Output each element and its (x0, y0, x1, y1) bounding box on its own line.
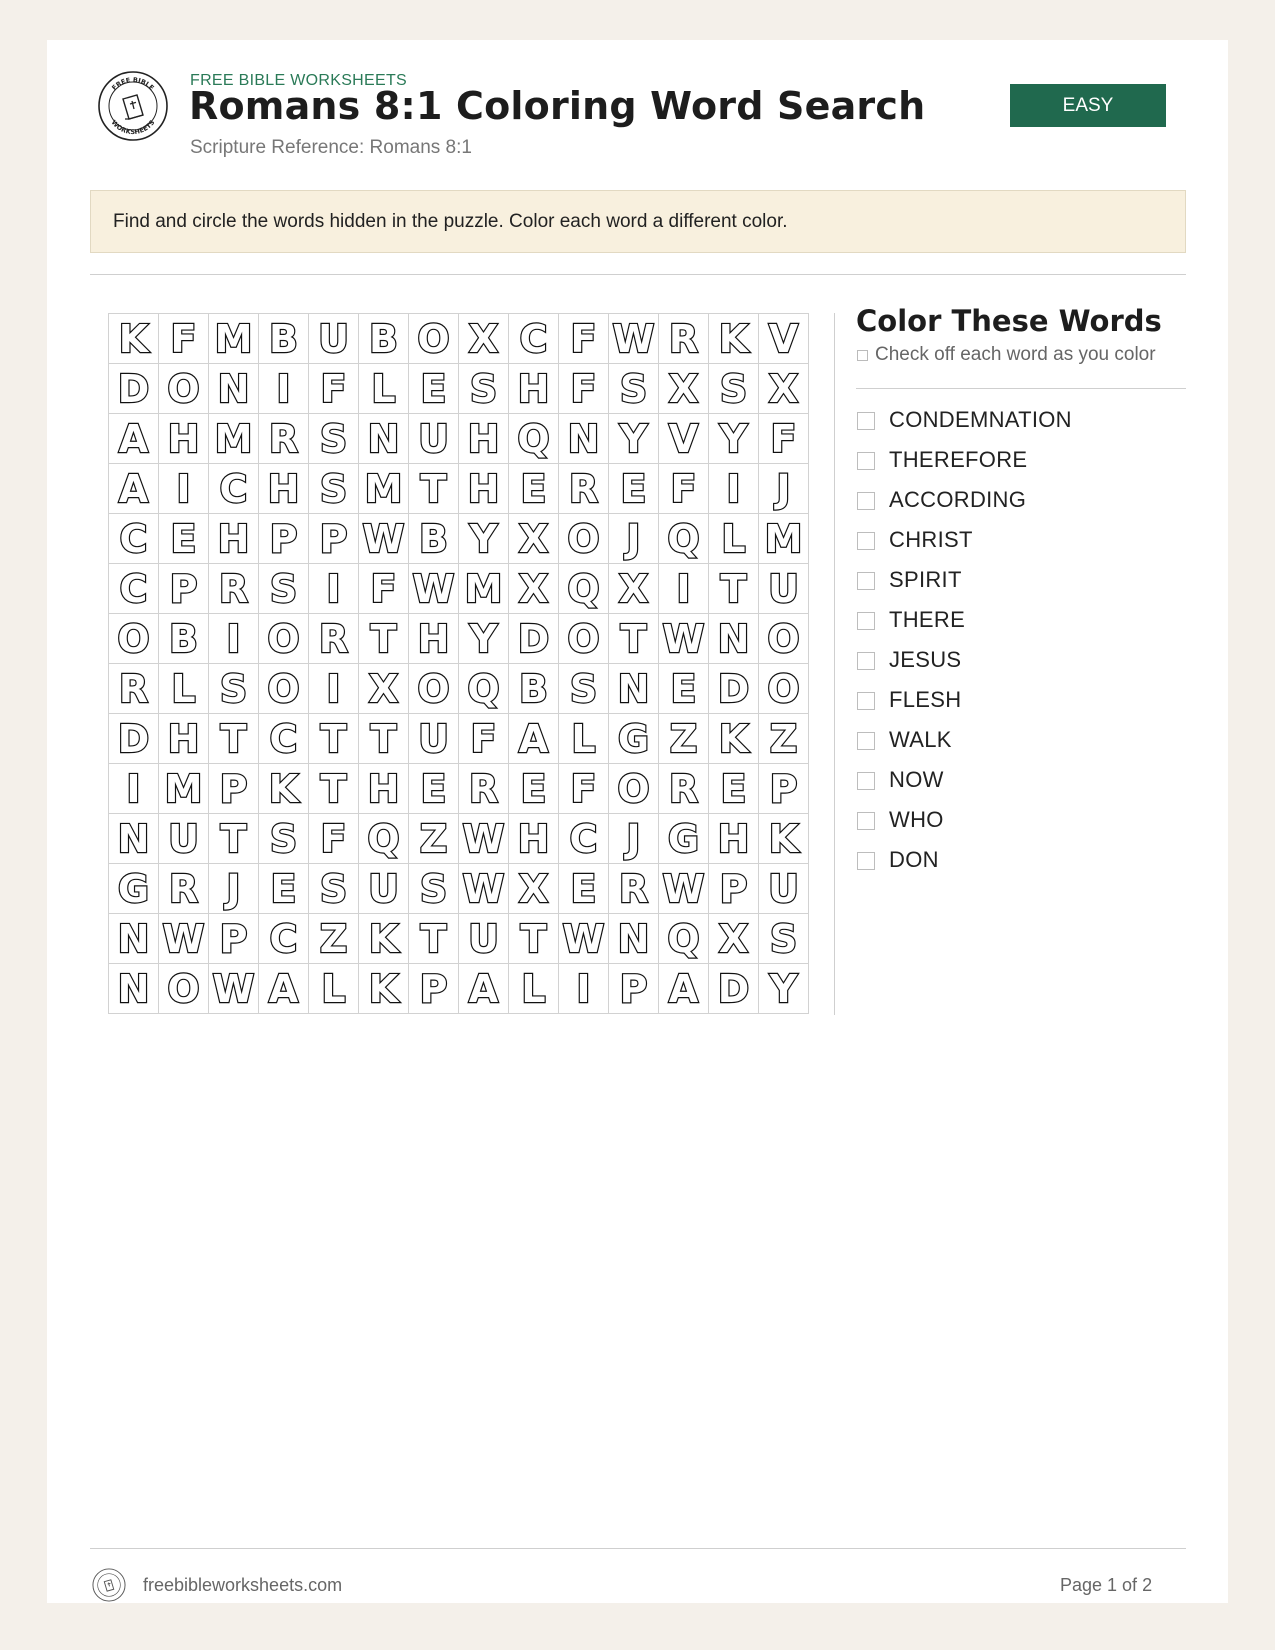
word-checkbox[interactable] (857, 612, 875, 630)
word-label: WALK (889, 727, 952, 752)
word-list-item[interactable] (857, 520, 1072, 560)
grid-cell[interactable]: R (609, 864, 659, 914)
grid-cell[interactable]: Q (559, 564, 609, 614)
grid-cell[interactable]: I (659, 564, 709, 614)
instructions-text: Find and circle the words hidden in the puzzle. Color each word a different color. (113, 210, 788, 232)
grid-cell[interactable]: W (359, 514, 409, 564)
grid-cell[interactable]: E (159, 514, 209, 564)
word-list-item[interactable] (857, 560, 1072, 600)
word-label: ACCORDING (889, 487, 1027, 512)
word-checkbox[interactable] (857, 652, 875, 670)
checkbox-icon (857, 350, 868, 361)
grid-cell[interactable]: E (509, 764, 559, 814)
grid-cell[interactable]: G (109, 864, 159, 914)
grid-cell[interactable]: X (759, 364, 809, 414)
grid-cell[interactable]: C (109, 514, 159, 564)
word-list-item[interactable] (857, 480, 1072, 520)
grid-cell[interactable]: Z (309, 914, 359, 964)
grid-cell[interactable]: R (459, 764, 509, 814)
grid-cell[interactable]: T (309, 714, 359, 764)
grid-cell[interactable]: U (409, 414, 459, 464)
grid-cell[interactable]: Q (459, 664, 509, 714)
grid-cell[interactable]: W (209, 964, 259, 1014)
grid-cell[interactable]: B (259, 314, 309, 364)
grid-cell[interactable]: S (309, 464, 359, 514)
grid-cell[interactable]: S (609, 364, 659, 414)
grid-cell[interactable]: L (509, 964, 559, 1014)
grid-cell[interactable]: T (409, 464, 459, 514)
grid-cell[interactable]: Y (459, 614, 509, 664)
grid-cell[interactable]: O (259, 614, 309, 664)
word-checkbox[interactable] (857, 572, 875, 590)
divider (856, 388, 1186, 389)
grid-cell[interactable]: L (359, 364, 409, 414)
word-checkbox[interactable] (857, 852, 875, 870)
grid-cell[interactable]: T (409, 914, 459, 964)
grid-cell[interactable]: K (759, 814, 809, 864)
grid-cell[interactable]: F (759, 414, 809, 464)
word-list-item[interactable] (857, 840, 1072, 880)
grid-cell[interactable]: Y (759, 964, 809, 1014)
grid-cell[interactable]: N (709, 614, 759, 664)
grid-cell[interactable]: I (559, 964, 609, 1014)
grid-cell[interactable]: J (609, 814, 659, 864)
grid-cell[interactable]: E (409, 764, 459, 814)
word-search-grid[interactable] (108, 313, 809, 1014)
grid-cell[interactable]: P (309, 514, 359, 564)
footer-site: freebibleworksheets.com (143, 1575, 343, 1595)
grid-cell[interactable]: R (259, 414, 309, 464)
grid-cell[interactable]: C (109, 564, 159, 614)
grid-cell[interactable]: G (609, 714, 659, 764)
word-label: SPIRIT (889, 567, 962, 592)
word-list-item[interactable] (857, 680, 1072, 720)
grid-cell[interactable]: R (659, 314, 709, 364)
grid-cell[interactable]: T (309, 764, 359, 814)
grid-cell[interactable]: Q (659, 914, 709, 964)
grid-cell[interactable]: W (659, 864, 709, 914)
grid-cell[interactable]: S (259, 814, 309, 864)
grid-cell[interactable]: V (659, 414, 709, 464)
grid-cell[interactable]: O (409, 314, 459, 364)
grid-cell[interactable]: O (559, 614, 609, 664)
footer-divider (90, 1548, 1186, 1549)
grid-cell[interactable]: S (309, 864, 359, 914)
page-number: Page 1 of 2 (1060, 1575, 1153, 1595)
grid-cell[interactable]: E (259, 864, 309, 914)
grid-cell[interactable]: Q (509, 414, 559, 464)
grid-cell[interactable]: R (109, 664, 159, 714)
logo-text-top: FREE BIBLE (110, 75, 156, 92)
grid-cell[interactable]: W (459, 864, 509, 914)
grid-cell[interactable]: F (359, 564, 409, 614)
grid-cell[interactable]: N (609, 914, 659, 964)
grid-cell[interactable]: X (709, 914, 759, 964)
word-label: DON (889, 847, 939, 872)
grid-cell[interactable]: U (309, 314, 359, 364)
grid-cell[interactable]: T (509, 914, 559, 964)
grid-cell[interactable]: F (309, 364, 359, 414)
grid-cell[interactable]: S (209, 664, 259, 714)
grid-cell[interactable]: T (209, 714, 259, 764)
grid-cell[interactable]: D (109, 364, 159, 414)
word-checkbox[interactable] (857, 412, 875, 430)
grid-cell[interactable]: P (159, 564, 209, 614)
grid-cell[interactable]: L (709, 514, 759, 564)
grid-cell[interactable]: T (709, 564, 759, 614)
column-divider (834, 313, 835, 1015)
grid-cell[interactable]: O (759, 614, 809, 664)
grid-cell[interactable]: H (459, 464, 509, 514)
grid-cell[interactable]: Q (359, 814, 409, 864)
grid-cell[interactable]: K (259, 764, 309, 814)
grid-cell[interactable]: D (709, 664, 759, 714)
grid-cell[interactable]: H (709, 814, 759, 864)
word-label: THEREFORE (889, 447, 1028, 472)
grid-cell[interactable]: S (459, 364, 509, 414)
grid-cell[interactable]: O (759, 664, 809, 714)
word-label: WHO (889, 807, 944, 832)
word-list-item[interactable] (857, 640, 1072, 680)
grid-cell[interactable]: W (559, 914, 609, 964)
grid-cell[interactable]: W (459, 814, 509, 864)
grid-cell[interactable]: U (359, 864, 409, 914)
grid-cell[interactable]: T (359, 614, 409, 664)
word-list-item[interactable] (857, 400, 1072, 440)
grid-cell[interactable]: Z (409, 814, 459, 864)
grid-cell[interactable]: W (159, 914, 209, 964)
grid-cell[interactable]: N (559, 414, 609, 464)
grid-cell[interactable]: X (609, 564, 659, 614)
word-checkbox[interactable] (857, 532, 875, 550)
grid-cell[interactable]: L (159, 664, 209, 714)
word-checkbox[interactable] (857, 452, 875, 470)
grid-cell[interactable]: I (259, 364, 309, 414)
grid-cell[interactable]: T (359, 714, 409, 764)
grid-cell[interactable]: O (559, 514, 609, 564)
instructions-box (90, 190, 1186, 253)
grid-cell[interactable]: F (159, 314, 209, 364)
grid-cell[interactable]: F (559, 764, 609, 814)
grid-cell[interactable]: C (509, 314, 559, 364)
grid-cell[interactable]: A (459, 964, 509, 1014)
grid-cell[interactable]: N (109, 814, 159, 864)
grid-cell[interactable]: M (209, 414, 259, 464)
grid-cell[interactable]: D (509, 614, 559, 664)
grid-cell[interactable]: Y (459, 514, 509, 564)
grid-cell[interactable]: C (259, 714, 309, 764)
grid-cell[interactable]: P (409, 964, 459, 1014)
grid-cell[interactable]: Y (609, 414, 659, 464)
grid-cell[interactable]: C (559, 814, 609, 864)
grid-cell[interactable]: B (509, 664, 559, 714)
grid-cell[interactable]: E (509, 464, 559, 514)
grid-cell[interactable]: U (759, 564, 809, 614)
difficulty-badge: EASY (1010, 84, 1166, 127)
grid-cell[interactable]: S (259, 564, 309, 614)
word-checkbox[interactable] (857, 732, 875, 750)
grid-cell[interactable]: Y (709, 414, 759, 464)
grid-cell[interactable]: U (459, 914, 509, 964)
grid-cell[interactable]: H (209, 514, 259, 564)
grid-cell[interactable]: M (759, 514, 809, 564)
grid-cell[interactable]: O (159, 964, 209, 1014)
grid-cell[interactable]: E (409, 364, 459, 414)
word-list-subtitle-text: Check off each word as you color (875, 344, 1156, 365)
grid-cell[interactable]: P (259, 514, 309, 564)
grid-cell[interactable]: U (159, 814, 209, 864)
grid-cell[interactable]: J (759, 464, 809, 514)
word-label: FLESH (889, 687, 962, 712)
grid-cell[interactable]: X (509, 864, 559, 914)
grid-cell[interactable]: T (209, 814, 259, 864)
grid-cell[interactable]: R (559, 464, 609, 514)
grid-cell[interactable]: D (109, 714, 159, 764)
grid-cell[interactable]: F (309, 814, 359, 864)
grid-cell[interactable]: N (109, 964, 159, 1014)
grid-cell[interactable]: D (709, 964, 759, 1014)
grid-cell[interactable]: K (109, 314, 159, 364)
word-list-item[interactable] (857, 800, 1072, 840)
grid-cell[interactable]: P (209, 914, 259, 964)
grid-cell[interactable]: S (709, 364, 759, 414)
grid-cell[interactable]: A (509, 714, 559, 764)
word-checkbox[interactable] (857, 772, 875, 790)
grid-cell[interactable]: S (309, 414, 359, 464)
grid-cell[interactable]: M (359, 464, 409, 514)
grid-cell[interactable]: I (309, 564, 359, 614)
grid-cell[interactable]: U (759, 864, 809, 914)
word-label: THERE (889, 607, 966, 632)
grid-cell[interactable]: S (759, 914, 809, 964)
grid-cell[interactable]: R (309, 614, 359, 664)
grid-cell[interactable]: A (659, 964, 709, 1014)
grid-cell[interactable]: I (159, 464, 209, 514)
grid-cell[interactable]: W (659, 614, 709, 664)
word-list-title: Color These Words (856, 304, 1162, 338)
grid-cell[interactable]: E (709, 764, 759, 814)
grid-cell[interactable]: W (609, 314, 659, 364)
grid-cell[interactable]: L (559, 714, 609, 764)
grid-cell[interactable]: Q (659, 514, 709, 564)
grid-cell[interactable]: O (109, 614, 159, 664)
grid-cell[interactable]: X (509, 564, 559, 614)
grid-cell[interactable]: L (309, 964, 359, 1014)
grid-cell[interactable]: H (509, 364, 559, 414)
grid-cell[interactable]: R (659, 764, 709, 814)
grid-cell[interactable]: P (209, 764, 259, 814)
grid-cell[interactable]: P (759, 764, 809, 814)
grid-cell[interactable]: H (159, 714, 209, 764)
grid-cell[interactable]: X (359, 664, 409, 714)
grid-cell[interactable]: P (609, 964, 659, 1014)
word-list-item[interactable] (857, 760, 1072, 800)
word-checkbox[interactable] (857, 692, 875, 710)
grid-cell[interactable]: T (609, 614, 659, 664)
grid-cell[interactable]: P (709, 864, 759, 914)
grid-cell[interactable]: Z (759, 714, 809, 764)
grid-cell[interactable]: V (759, 314, 809, 364)
grid-cell[interactable]: A (109, 464, 159, 514)
grid-cell[interactable]: E (609, 464, 659, 514)
grid-cell[interactable]: W (409, 564, 459, 614)
footer-logo-emblem (92, 1568, 126, 1602)
grid-cell[interactable]: I (109, 764, 159, 814)
grid-cell[interactable]: H (409, 614, 459, 664)
grid-cell[interactable]: N (609, 664, 659, 714)
grid-cell[interactable]: X (509, 514, 559, 564)
word-list (857, 400, 1072, 880)
grid-cell[interactable]: R (209, 564, 259, 614)
word-list-subtitle (857, 344, 1156, 366)
grid-cell[interactable]: J (609, 514, 659, 564)
grid-cell[interactable]: H (359, 764, 409, 814)
word-label: NOW (889, 767, 944, 792)
grid-cell[interactable]: O (159, 364, 209, 414)
grid-cell[interactable]: U (409, 714, 459, 764)
grid-cell[interactable]: M (209, 314, 259, 364)
grid-cell[interactable]: X (659, 364, 709, 414)
grid-cell[interactable]: X (459, 314, 509, 364)
grid-cell[interactable]: F (659, 464, 709, 514)
grid-cell[interactable]: H (459, 414, 509, 464)
word-checkbox[interactable] (857, 812, 875, 830)
grid-cell[interactable]: S (409, 864, 459, 914)
grid-cell[interactable]: B (409, 514, 459, 564)
word-list-item[interactable] (857, 600, 1072, 640)
grid-cell[interactable]: C (209, 464, 259, 514)
grid-cell[interactable]: E (559, 864, 609, 914)
grid-cell[interactable]: N (209, 364, 259, 414)
logo-text-bottom: WORKSHEETS (109, 118, 157, 137)
word-list-item[interactable] (857, 440, 1072, 480)
grid-cell[interactable]: B (359, 314, 409, 364)
grid-cell[interactable]: E (659, 664, 709, 714)
grid-cell[interactable]: C (259, 914, 309, 964)
grid-cell[interactable]: M (459, 564, 509, 614)
grid-cell[interactable]: J (209, 864, 259, 914)
grid-cell[interactable]: A (109, 414, 159, 464)
grid-cell[interactable]: F (559, 314, 609, 364)
word-label: JESUS (889, 647, 962, 672)
grid-cell[interactable]: S (559, 664, 609, 714)
grid-cell[interactable]: B (159, 614, 209, 664)
grid-cell[interactable]: N (109, 914, 159, 964)
grid-cell[interactable]: O (609, 764, 659, 814)
word-checkbox[interactable] (857, 492, 875, 510)
word-label: CONDEMNATION (889, 407, 1072, 432)
grid-cell[interactable]: K (359, 964, 409, 1014)
grid-cell[interactable]: N (359, 414, 409, 464)
grid-cell[interactable]: I (209, 614, 259, 664)
page-title: Romans 8:1 Coloring Word Search (189, 84, 926, 128)
scripture-reference: Scripture Reference: Romans 8:1 (190, 137, 472, 158)
grid-cell[interactable]: O (409, 664, 459, 714)
grid-cell[interactable]: F (559, 364, 609, 414)
brand-name: FREE BIBLE WORKSHEETS (190, 72, 408, 89)
grid-cell[interactable]: K (359, 914, 409, 964)
grid-cell[interactable]: O (259, 664, 309, 714)
grid-cell[interactable]: H (259, 464, 309, 514)
grid-cell[interactable]: K (709, 314, 759, 364)
word-list-item[interactable] (857, 720, 1072, 760)
grid-cell[interactable]: M (159, 764, 209, 814)
word-label: CHRIST (889, 527, 973, 552)
divider (90, 274, 1186, 275)
grid-cell[interactable]: H (159, 414, 209, 464)
grid-cell[interactable]: A (259, 964, 309, 1014)
worksheet-page (47, 40, 1228, 1603)
grid-cell[interactable]: R (159, 864, 209, 914)
grid-cell[interactable]: K (709, 714, 759, 764)
grid-cell[interactable]: I (309, 664, 359, 714)
grid-cell[interactable]: I (709, 464, 759, 514)
grid-cell[interactable]: F (459, 714, 509, 764)
grid-cell[interactable]: G (659, 814, 709, 864)
grid-cell[interactable]: H (509, 814, 559, 864)
grid-cell[interactable]: Z (659, 714, 709, 764)
logo-emblem (97, 70, 169, 142)
